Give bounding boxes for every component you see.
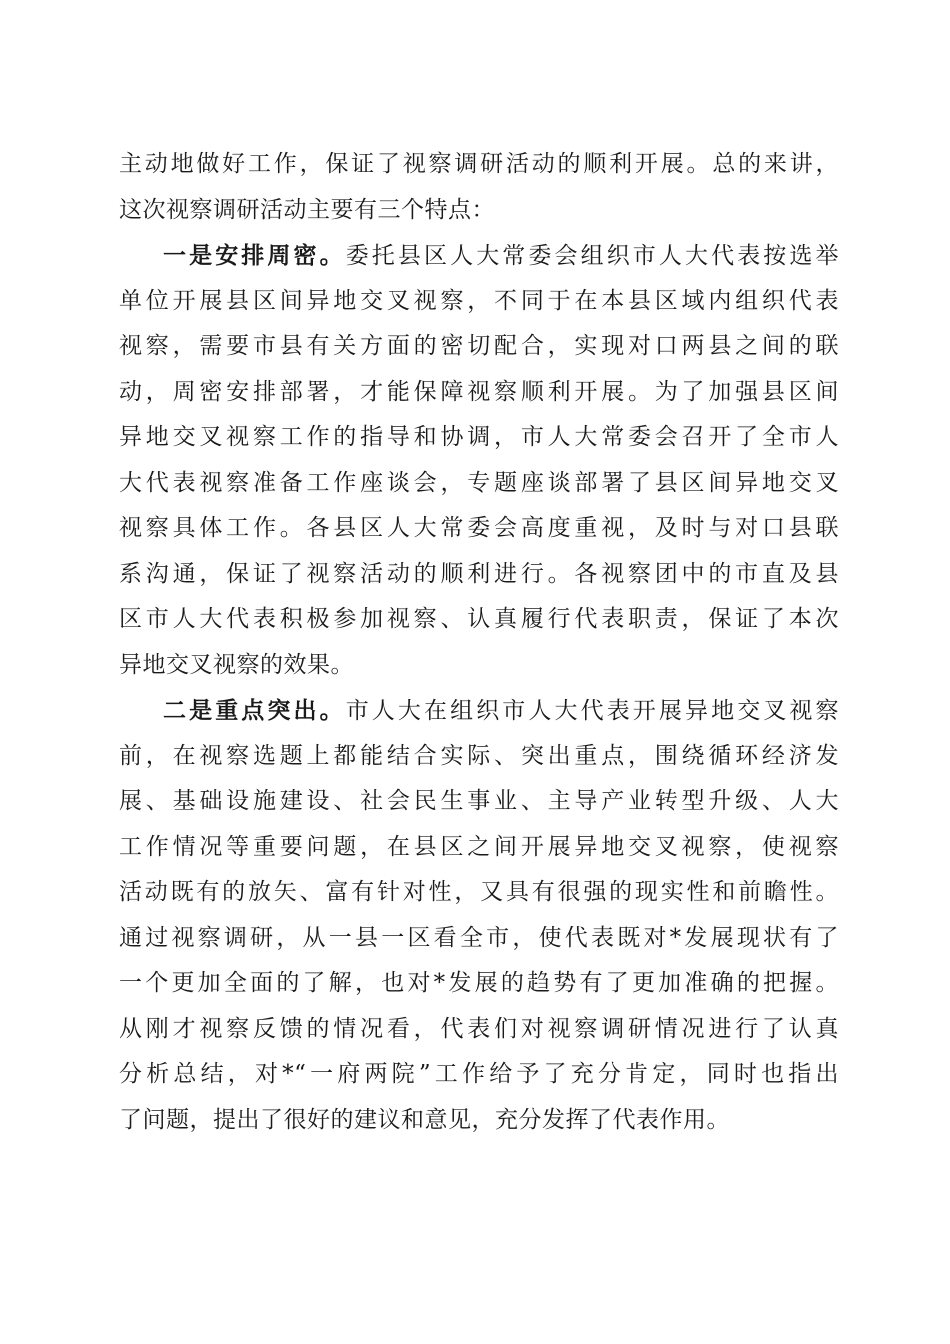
text-line: 从刚才视察反馈的情况看，代表们对视察调研情况进行了认真 xyxy=(119,1015,839,1042)
text-line: 工作情况等重要问题，在县区之间开展异地交叉视察，使视察 xyxy=(119,833,839,860)
paragraph-lead-heading: 二是重点突出。 xyxy=(163,697,346,724)
text-line: 大代表视察准备工作座谈会，专题座谈部署了县区间异地交叉 xyxy=(119,469,839,496)
text-line: 展、基础设施建设、社会民生事业、主导产业转型升级、人大 xyxy=(119,788,839,814)
text-line: 前，在视察选题上都能结合实际、突出重点，围绕循环经济发 xyxy=(119,742,839,769)
text-line: 异地交叉视察的效果。 xyxy=(119,651,354,678)
paragraph-two xyxy=(119,688,839,1143)
text-line xyxy=(119,233,839,279)
text-line: 活动既有的放矢、富有针对性，又具有很强的现实性和前瞻性。 xyxy=(119,879,839,905)
paragraph-one xyxy=(119,233,839,688)
paragraph-intro xyxy=(119,142,839,233)
text-line: 单位开展县区间异地交叉视察，不同于在本县区域内组织代表 xyxy=(119,287,839,314)
text-line: 通过视察调研，从一县一区看全市，使代表既对*发展现状有了 xyxy=(119,924,839,951)
text-line: 系沟通，保证了视察活动的顺利进行。各视察团中的市直及县 xyxy=(119,560,839,587)
text-line: 分析总结，对*“一府两院”工作给予了充分肯定，同时也指出 xyxy=(119,1061,839,1087)
text-line: 异地交叉视察工作的指导和协调，市人大常委会召开了全市人 xyxy=(119,424,839,450)
text-line: 视察具体工作。各县区人大常委会高度重视，及时与对口县联 xyxy=(119,515,839,541)
text-line-rest: 市人大在组织市人大代表开展异地交叉视察 xyxy=(345,698,840,724)
paragraph-lead-heading: 一是安排周密。 xyxy=(163,242,346,269)
body-text xyxy=(119,142,839,1143)
text-line: 动，周密安排部署，才能保障视察顺利开展。为了加强县区间 xyxy=(119,378,839,405)
text-line: 区市人大代表积极参加视察、认真履行代表职责，保证了本次 xyxy=(119,606,839,632)
text-line: 主动地做好工作，保证了视察调研活动的顺利开展。总的来讲， xyxy=(119,151,839,177)
text-line xyxy=(119,688,839,734)
text-line: 视察，需要市县有关方面的密切配合，实现对口两县之间的联 xyxy=(119,333,839,359)
text-line-rest: 委托县区人大常委会组织市人大代表按选举 xyxy=(345,243,840,269)
text-line: 这次视察调研活动主要有三个特点： xyxy=(119,196,495,223)
text-line: 一个更加全面的了解，也对*发展的趋势有了更加准确的把握。 xyxy=(119,970,839,996)
text-line: 了问题，提出了很好的建议和意见，充分发挥了代表作用。 xyxy=(119,1106,730,1133)
